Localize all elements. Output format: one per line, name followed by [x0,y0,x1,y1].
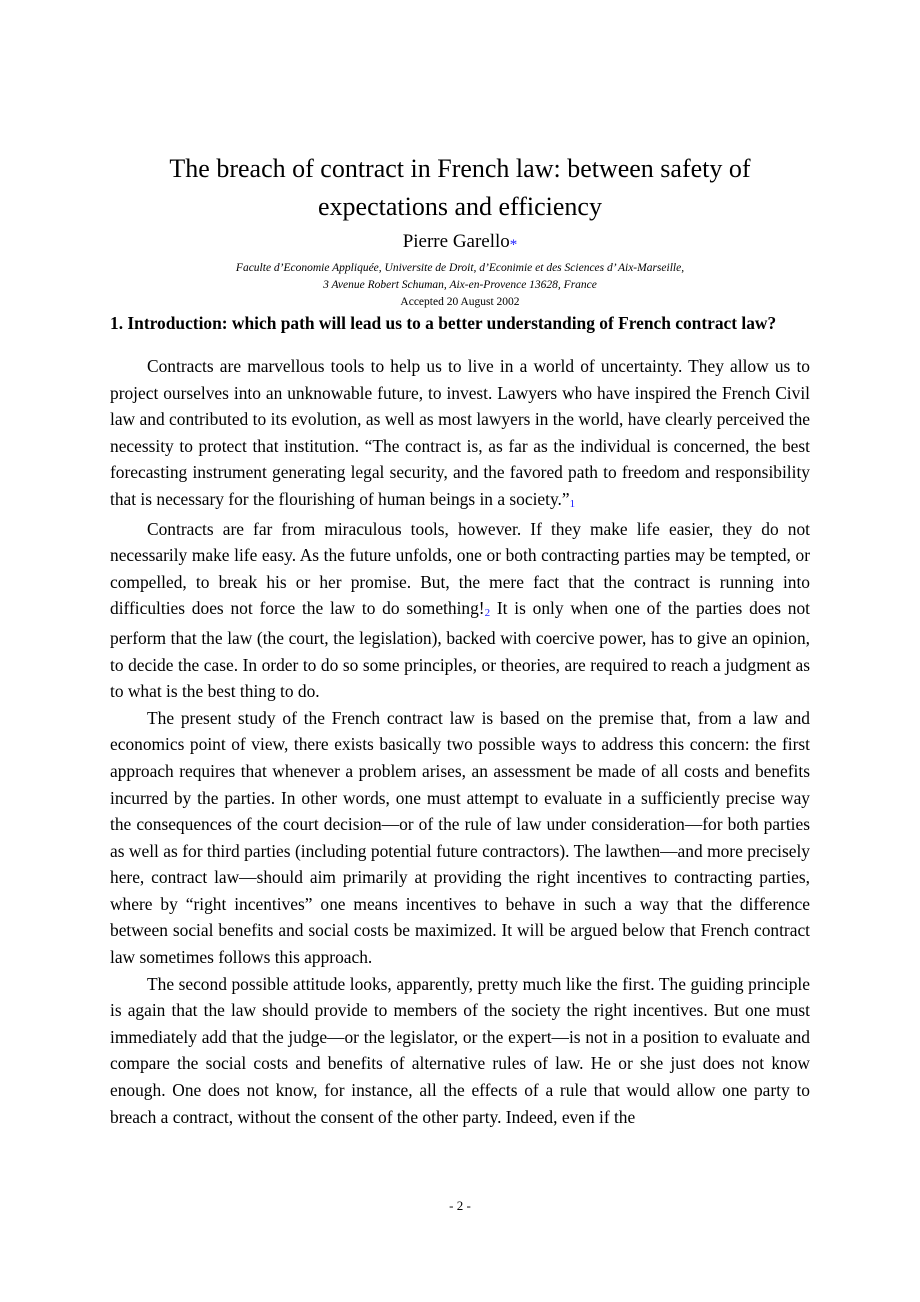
paragraph-3: The present study of the French contract law is based on the premise that, from a law and economics point of view, there exists basically two possible ways to address this concern: the first approach requires that whenever a problem arises, an assessment be made of all costs and benefits incurred by the parties. In other words, one must attempt to evaluate in a sufficiently precise way the consequences of the court decision—or of the rule of law under consideration—for both parties as well as for third parties (including potential future contractors). The lawthen—and more precisely here, contract law—should aim primarily at providing the right incentives to contracting parties, where by “right incentives” one means incentives to behave in such a way that the difference between social benefits and social costs be maximized. It will be argued below that French contract law sometimes follows this approach. [110,707,810,968]
paragraph-2 [110,516,810,705]
paragraph-1-text: Contracts are marvellous tools to help us to live in a world of uncertainty. They allow us to project ourselves into an unknowable future, to invest. Lawyers who have inspired the French Civil law and contributed to its evolution, as well as most lawyers in the world, have clearly perceived the necessity to protect that institution. “The contract is, as far as the individual is concerned, the best forecasting instrument generating legal security, and the favored path to freedom and responsibility that is necessary for the flourishing of human beings in a society.” [110,356,810,509]
paragraph-4: The second possible attitude looks, apparently, pretty much like the first. The guiding principle is again that the law should provide to members of the society the right incentives. But one must immediately add that the judge—or the legislator, or the expert—is not in a position to evaluate and compare the social costs and benefits of alternative rules of law. He or she just does not know enough. One does not know, for instance, all the effects of a rule that would allow one party to breach a contract, without the consent of the other party. Indeed, even if the [110,973,810,1127]
accepted-date: Accepted 20 August 2002 [400,296,520,308]
paragraph-2-text-before: Contracts are far from miraculous tools, however. If they make life easier, they do not necessarily make life easy. As the future unfolds, one or both contracting parties may be tempted, or compelled, to break his or her promise. But, the mere fact that the contract is running into difficulties does not force the law to do something! [110,518,810,619]
author-footnote-marker[interactable]: * [509,237,518,253]
paragraph-1 [110,353,810,516]
paper-title: The breach of contract in French law: between safety of expectations and efficiency [169,154,751,221]
author-line [110,230,810,255]
section-heading: 1. Introduction: which path will lead us to a better understanding of French contract law? [110,313,777,333]
body-text [110,353,810,1130]
affiliation-line-2: 3 Avenue Robert Schuman, Aix-en-Provence 13628, France [323,279,597,291]
page-number: - 2 - [449,1198,471,1213]
paragraph-2-text-after: It is only when one of the parties does not perform that the law (the court, the legislation), backed with coercive power, has to give an opinion, to decide the case. In order to do so some principles, or theories, are required to reach a judgment as to what is the best thing to do. [110,598,810,702]
author-name: Pierre Garello [402,231,510,252]
footnote-marker-1[interactable]: 1 [569,497,576,510]
affiliation [110,260,810,294]
footnote-marker-2[interactable]: 2 [484,607,491,620]
affiliation-line-1: Faculte d’Economie Appliquée, Universite de Droit, d’Econimie et des Sciences d’ Aix-Marseille, [235,262,685,274]
